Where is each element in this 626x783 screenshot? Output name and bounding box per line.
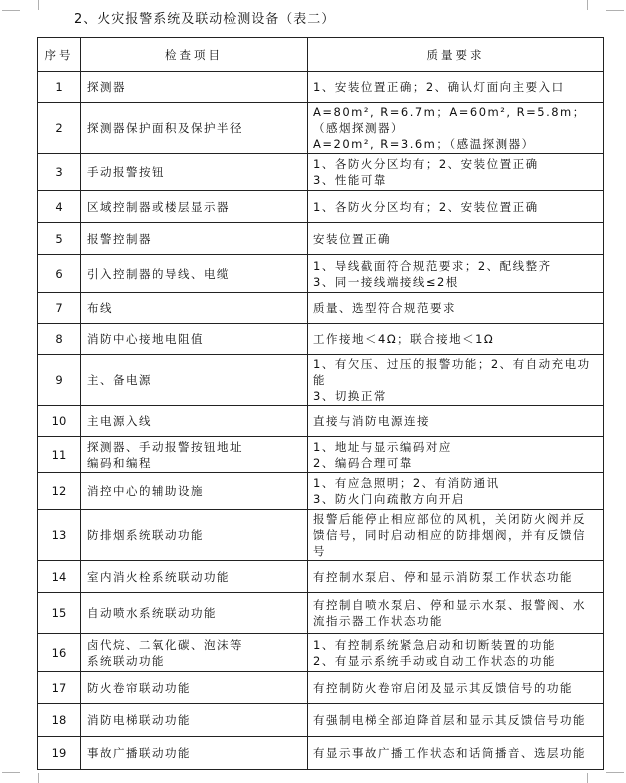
quality-requirement (308, 324, 604, 355)
check-item-line: 室内消火栓系统联动功能 (87, 569, 230, 584)
quality-requirement (308, 704, 604, 737)
check-item-line: 主、备电源 (87, 373, 152, 387)
document-title: 2、火灾报警系统及联动检测设备（表二） (74, 12, 336, 27)
requirement-line: 直接与消防电源连接 (313, 414, 430, 428)
quality-requirement (308, 293, 604, 324)
table-row (38, 103, 604, 154)
check-item (81, 223, 308, 255)
quality-requirement (308, 672, 604, 704)
row-number: 19 (38, 737, 81, 770)
requirement-line: 质量、选型符合规范要求 (313, 301, 456, 315)
check-item (81, 704, 308, 737)
requirement-line: 有控制自喷水泵启、停和显示水泵、报警阀、水流指示器工作状态功能 (313, 598, 586, 628)
requirement-line: 1、各防火分区均有；2、安装位置正确 (313, 199, 539, 214)
crop-mark-bottom-right (587, 773, 606, 783)
check-item-line: 报警控制器 (87, 231, 152, 246)
check-item (81, 437, 308, 473)
row-number: 2 (38, 103, 81, 154)
requirement-line: 1、有控制系统紧急启动和切断装置的功能 (313, 637, 556, 652)
crop-mark-top-right (587, 0, 606, 10)
requirement-line: 安装位置正确 (313, 231, 391, 246)
requirement-line: 报警后能停止相应部位的风机，关闭防火阀并反馈信号，同时启动相应的防排烟阀，并有反馈信号 (313, 512, 586, 558)
inspection-table (37, 37, 604, 770)
check-item-line: 引入控制器的导线、电缆 (87, 266, 230, 281)
row-number: 3 (38, 154, 81, 191)
row-number: 7 (38, 293, 81, 324)
check-item (81, 355, 308, 406)
check-item-line: 主电源入线 (87, 414, 152, 428)
check-item-line: 布线 (87, 301, 113, 315)
requirement-line: 1、各防火分区均有；2、安装位置正确 (313, 157, 539, 171)
table-row (38, 324, 604, 355)
check-item-line: 消防中心接地电阻值 (87, 332, 204, 346)
table-row (38, 223, 604, 255)
check-item-line: 防火卷帘联动功能 (87, 680, 191, 695)
table-header-row (38, 38, 604, 72)
crop-mark-bottom-right-h (606, 772, 624, 773)
check-item-line: 系统联动功能 (87, 653, 165, 668)
requirement-line: 3、切换正常 (313, 389, 387, 403)
crop-mark-top-right-h (606, 10, 624, 11)
table-row (38, 593, 604, 634)
table-row (38, 437, 604, 473)
table-row (38, 704, 604, 737)
check-item (81, 154, 308, 191)
check-item-line: 探测器 (87, 80, 126, 94)
check-item (81, 634, 308, 672)
table-row (38, 191, 604, 223)
quality-requirement (308, 223, 604, 255)
table-row (38, 561, 604, 593)
check-item (81, 510, 308, 561)
check-item (81, 473, 308, 510)
check-item (81, 191, 308, 223)
check-item (81, 737, 308, 770)
requirement-line: 3、防火门向疏散方向开启 (313, 492, 465, 506)
row-number: 18 (38, 704, 81, 737)
row-number: 6 (38, 255, 81, 293)
requirement-line: 1、有应急照明；2、有消防通讯 (313, 476, 500, 490)
header-item: 检查项目 (81, 38, 308, 72)
quality-requirement (308, 737, 604, 770)
row-number: 16 (38, 634, 81, 672)
check-item-line: 区域控制器或楼层显示器 (87, 199, 230, 214)
row-number: 5 (38, 223, 81, 255)
table-row (38, 510, 604, 561)
table-row (38, 293, 604, 324)
check-item-line: 事故广播联动功能 (87, 746, 191, 760)
requirement-line: 1、有欠压、过压的报警功能；2、有自动充电功能 (313, 357, 591, 387)
check-item-line: 自动喷水系统联动功能 (87, 606, 217, 620)
check-item-line: 手动报警按钮 (87, 165, 165, 179)
check-item (81, 324, 308, 355)
quality-requirement (308, 473, 604, 510)
table-row (38, 634, 604, 672)
table-body (38, 72, 604, 770)
requirement-line: 1、地址与显示编码对应 (313, 439, 452, 454)
requirement-line: 有控制防火卷帘启闭及显示其反馈信号的功能 (313, 680, 573, 695)
requirement-line: 工作接地＜4Ω；联合接地＜1Ω (313, 332, 495, 346)
check-item (81, 103, 308, 154)
requirement-line: A=80m², R=6.7m；A=60m², R=5.8m；（感烟探测器） (313, 105, 586, 135)
check-item (81, 406, 308, 437)
row-number: 9 (38, 355, 81, 406)
quality-requirement (308, 72, 604, 103)
check-item (81, 561, 308, 593)
check-item-line: 消防电梯联动功能 (87, 713, 191, 727)
quality-requirement (308, 561, 604, 593)
requirement-line: 1、安装位置正确；2、确认灯面向主要入口 (313, 80, 565, 94)
requirement-line: 2、编码合理可靠 (313, 455, 413, 470)
row-number: 12 (38, 473, 81, 510)
crop-mark-bottom-left-h (2, 772, 20, 773)
table-row (38, 255, 604, 293)
row-number: 10 (38, 406, 81, 437)
table-row (38, 473, 604, 510)
check-item-line: 编码和编程 (87, 455, 152, 470)
requirement-line: 3、性能可靠 (313, 173, 387, 187)
row-number: 13 (38, 510, 81, 561)
table-row (38, 737, 604, 770)
check-item (81, 255, 308, 293)
crop-mark-top-left (20, 0, 39, 10)
table-row (38, 154, 604, 191)
quality-requirement (308, 103, 604, 154)
check-item-line: 卤代烷、二氧化碳、泡沫等 (87, 637, 243, 652)
quality-requirement (308, 154, 604, 191)
requirement-line: 有控制水泵启、停和显示消防泵工作状态功能 (313, 569, 573, 584)
check-item-line: 探测器保护面积及保护半径 (87, 121, 243, 135)
check-item (81, 593, 308, 634)
quality-requirement (308, 191, 604, 223)
quality-requirement (308, 255, 604, 293)
table-row (38, 355, 604, 406)
quality-requirement (308, 406, 604, 437)
check-item (81, 672, 308, 704)
crop-mark-top-left-h (2, 10, 20, 11)
header-number: 序号 (38, 38, 81, 72)
requirement-line: 有显示事故广播工作状态和话筒播音、选层功能 (313, 746, 586, 760)
quality-requirement (308, 634, 604, 672)
quality-requirement (308, 437, 604, 473)
row-number: 8 (38, 324, 81, 355)
quality-requirement (308, 510, 604, 561)
check-item (81, 72, 308, 103)
row-number: 14 (38, 561, 81, 593)
check-item-line: 探测器、手动报警按钮地址 (87, 439, 243, 454)
requirement-line: 3、同一接线端接线≤2根 (313, 274, 459, 289)
requirement-line: 有强制电梯全部迫降首层和显示其反馈信号功能 (313, 713, 586, 727)
row-number: 11 (38, 437, 81, 473)
requirement-line: A=20m², R=3.6m；（感温探测器） (313, 137, 535, 151)
quality-requirement (308, 355, 604, 406)
quality-requirement (308, 593, 604, 634)
row-number: 15 (38, 593, 81, 634)
crop-mark-bottom-left (20, 773, 39, 783)
header-requirement: 质量要求 (308, 38, 604, 72)
row-number: 1 (38, 72, 81, 103)
check-item-line: 防排烟系统联动功能 (87, 528, 204, 542)
row-number: 4 (38, 191, 81, 223)
requirement-line: 1、导线截面符合规范要求；2、配线整齐 (313, 258, 552, 273)
check-item (81, 293, 308, 324)
check-item-line: 消控中心的辅助设施 (87, 484, 204, 498)
requirement-line: 2、有显示系统手动或自动工作状态的功能 (313, 653, 556, 668)
row-number: 17 (38, 672, 81, 704)
table-row (38, 672, 604, 704)
table-row (38, 72, 604, 103)
table-row (38, 406, 604, 437)
